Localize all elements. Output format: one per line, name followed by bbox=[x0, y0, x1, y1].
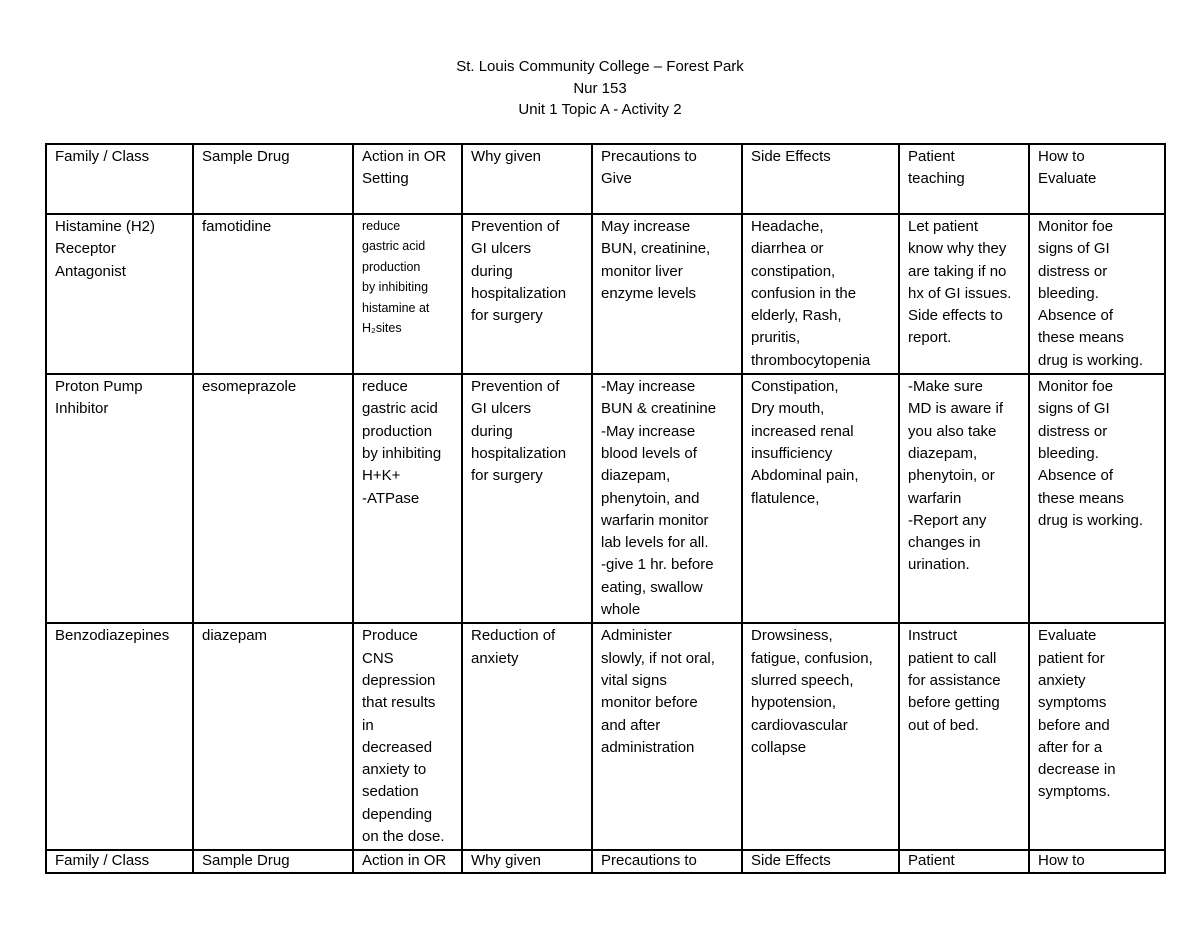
cell-text-line: for assistance bbox=[908, 671, 1001, 689]
cell-how-to-evaluate bbox=[1029, 623, 1165, 850]
cell-why-given bbox=[462, 144, 592, 214]
cell-text-line: Instruct bbox=[908, 627, 958, 645]
cell-text-line: How to bbox=[1038, 148, 1085, 165]
cell-text-line: anxiety bbox=[471, 649, 519, 667]
cell-text-line: out of bed. bbox=[908, 716, 979, 734]
cell-text-line: insufficiency bbox=[751, 444, 833, 462]
cell-sample-drug bbox=[193, 214, 353, 374]
cell-text-line: diazepam, bbox=[908, 444, 978, 462]
cell-text-line: Precautions to bbox=[601, 852, 697, 870]
cell-text-line: Antagonist bbox=[55, 262, 126, 280]
cell-text-line: slowly, if not oral, bbox=[601, 649, 715, 667]
cell-text-line: Give bbox=[601, 170, 632, 188]
cell-text-line: enzyme levels bbox=[601, 284, 697, 302]
cell-text-line: gastric acid bbox=[362, 400, 438, 418]
cell-action-in-or bbox=[353, 374, 462, 623]
cell-precautions bbox=[592, 144, 742, 214]
cell-side-effects bbox=[742, 623, 899, 850]
cell-text-line: hx of GI issues. bbox=[908, 284, 1012, 302]
cell-text-line: confusion in the bbox=[751, 284, 857, 302]
cell-text-line: lab levels for all. bbox=[601, 534, 709, 552]
cell-text-line: for surgery bbox=[471, 467, 543, 485]
cell-text-line: Evaluate bbox=[1038, 627, 1097, 645]
cell-text-line: signs of GI bbox=[1038, 240, 1110, 258]
cell-sample-drug bbox=[193, 374, 353, 623]
cell-text-line: Prevention of bbox=[471, 378, 560, 396]
cell-text-line: H+K+ bbox=[362, 467, 401, 485]
cell-text-line: symptoms bbox=[1038, 694, 1107, 712]
cell-text-line: Why given bbox=[471, 148, 542, 165]
cell-text-line: Family / Class bbox=[55, 852, 150, 870]
document-header bbox=[0, 56, 1200, 121]
cell-text-line: report. bbox=[908, 329, 952, 347]
cell-text-line: -May increase bbox=[601, 378, 696, 396]
cell-text-line: vital signs bbox=[601, 671, 667, 689]
cell-text-line: decreased bbox=[362, 738, 433, 756]
cell-text-line: -Make sure bbox=[908, 378, 984, 396]
cell-text-line: How to bbox=[1038, 852, 1085, 870]
cell-text-line: Side Effects bbox=[751, 852, 831, 870]
cell-sample-drug bbox=[193, 144, 353, 214]
cell-text-line: Inhibitor bbox=[55, 400, 109, 418]
cell-text-line: production bbox=[362, 259, 421, 274]
cell-how-to-evaluate bbox=[1029, 374, 1165, 623]
cell-text-line: reduce bbox=[362, 219, 401, 233]
cell-precautions bbox=[592, 374, 742, 623]
cell-text-line: GI ulcers bbox=[471, 400, 532, 418]
cell-patient-teaching bbox=[899, 214, 1029, 374]
cell-text-line: diazepam bbox=[202, 627, 268, 645]
cell-text-line: slurred speech, bbox=[751, 671, 854, 689]
cell-text-line: symptoms. bbox=[1038, 783, 1111, 801]
table-body bbox=[46, 144, 1165, 873]
cell-text-line: pruritis, bbox=[751, 329, 801, 347]
cell-family-class bbox=[46, 850, 193, 873]
college-name: St. Louis Community College – Forest Park bbox=[456, 58, 744, 75]
cell-text-line: signs of GI bbox=[1038, 400, 1110, 418]
cell-text-line: Abdominal pain, bbox=[751, 467, 859, 485]
cell-text-line: in bbox=[362, 716, 374, 734]
cell-text-line: Prevention of bbox=[471, 218, 560, 235]
cell-action-in-or bbox=[353, 623, 462, 850]
cell-text-line: phenytoin, or bbox=[908, 467, 995, 485]
cell-text-line: warfarin monitor bbox=[601, 511, 709, 529]
cell-text-line: that results bbox=[362, 694, 436, 712]
cell-text-line: monitor before bbox=[601, 694, 698, 712]
cell-text-line: drug is working. bbox=[1038, 511, 1144, 529]
cell-family-class bbox=[46, 214, 193, 374]
cell-text-line: thrombocytopenia bbox=[751, 351, 871, 369]
cell-text-line: H₂sites bbox=[362, 321, 402, 336]
cell-text-line: May increase bbox=[601, 218, 691, 235]
cell-text-line: eating, swallow bbox=[601, 578, 703, 596]
cell-text-line: Sample Drug bbox=[202, 148, 290, 165]
cell-text-line: reduce bbox=[362, 378, 408, 396]
cell-text-line: collapse bbox=[751, 738, 807, 756]
cell-patient-teaching bbox=[899, 144, 1029, 214]
cell-text-line: hospitalization bbox=[471, 284, 567, 302]
cell-text-line: diarrhea or bbox=[751, 240, 824, 258]
cell-text-line: anxiety bbox=[1038, 671, 1086, 689]
cell-text-line: administration bbox=[601, 738, 695, 756]
cell-text-line: Absence of bbox=[1038, 467, 1114, 485]
cell-why-given bbox=[462, 214, 592, 374]
cell-text-line: flatulence, bbox=[751, 489, 820, 507]
cell-text-line: Headache, bbox=[751, 218, 824, 235]
cell-text-line: Precautions to bbox=[601, 148, 697, 165]
cell-text-line: increased renal bbox=[751, 422, 854, 440]
cell-why-given bbox=[462, 623, 592, 850]
cell-side-effects bbox=[742, 214, 899, 374]
cell-text-line: famotidine bbox=[202, 218, 272, 235]
cell-text-line: Action in OR bbox=[362, 852, 447, 870]
cell-text-line: -ATPase bbox=[362, 489, 420, 507]
cell-family-class bbox=[46, 144, 193, 214]
cell-text-line: -May increase bbox=[601, 422, 696, 440]
cell-patient-teaching bbox=[899, 850, 1029, 873]
cell-how-to-evaluate bbox=[1029, 850, 1165, 873]
cell-text-line: before getting bbox=[908, 694, 1000, 712]
cell-text-line: Reduction of bbox=[471, 627, 556, 645]
cell-text-line: production bbox=[362, 422, 433, 440]
cell-text-line: GI ulcers bbox=[471, 240, 532, 258]
cell-text-line: know why they bbox=[908, 240, 1007, 258]
cell-sample-drug bbox=[193, 850, 353, 873]
cell-text-line: esomeprazole bbox=[202, 378, 297, 396]
cell-text-line: these means bbox=[1038, 329, 1124, 347]
cell-text-line: urination. bbox=[908, 556, 970, 574]
cell-text-line: Why given bbox=[471, 852, 542, 870]
cell-action-in-or bbox=[353, 144, 462, 214]
cell-text-line: distress or bbox=[1038, 422, 1108, 440]
cell-text-line: constipation, bbox=[751, 262, 836, 280]
cell-text-line: by inhibiting bbox=[362, 280, 429, 295]
cell-precautions bbox=[592, 850, 742, 873]
cell-text-line: hospitalization bbox=[471, 444, 567, 462]
cell-text-line: you also take bbox=[908, 422, 997, 440]
table-row bbox=[46, 374, 1165, 623]
cell-text-line: patient to call bbox=[908, 649, 997, 667]
cell-text-line: distress or bbox=[1038, 262, 1108, 280]
cell-text-line: Let patient bbox=[908, 218, 979, 235]
course-code: Nur 153 bbox=[573, 79, 627, 97]
cell-text-line: changes in bbox=[908, 534, 981, 552]
cell-text-line: Produce bbox=[362, 627, 418, 645]
cell-text-line: Sample Drug bbox=[202, 852, 290, 870]
cell-text-line: and after bbox=[601, 716, 661, 734]
cell-text-line: BUN & creatinine bbox=[601, 400, 717, 418]
cell-text-line: during bbox=[471, 422, 513, 440]
cell-text-line: cardiovascular bbox=[751, 716, 848, 734]
cell-text-line: Absence of bbox=[1038, 307, 1114, 325]
cell-text-line: these means bbox=[1038, 489, 1124, 507]
cell-text-line: Histamine (H2) bbox=[55, 218, 156, 235]
table-header-row bbox=[46, 144, 1165, 214]
cell-text-line: -Report any bbox=[908, 511, 987, 529]
cell-text-line: Evaluate bbox=[1038, 170, 1097, 188]
cell-text-line: hypotension, bbox=[751, 694, 837, 712]
cell-text-line: Proton Pump bbox=[55, 378, 143, 396]
cell-text-line: anxiety to bbox=[362, 761, 427, 779]
cell-sample-drug bbox=[193, 623, 353, 850]
cell-text-line: sedation bbox=[362, 783, 419, 801]
cell-precautions bbox=[592, 623, 742, 850]
cell-text-line: whole bbox=[601, 601, 641, 619]
cell-text-line: warfarin bbox=[908, 489, 962, 507]
cell-text-line: depending bbox=[362, 805, 433, 823]
cell-text-line: BUN, creatinine, bbox=[601, 240, 711, 258]
cell-text-line: Action in OR bbox=[362, 148, 447, 165]
table-row bbox=[46, 214, 1165, 374]
cell-text-line: after for a bbox=[1038, 738, 1103, 756]
cell-text-line: teaching bbox=[908, 170, 965, 188]
cell-text-line: Benzodiazepines bbox=[55, 627, 170, 645]
cell-text-line: during bbox=[471, 262, 513, 280]
cell-text-line: Patient bbox=[908, 148, 955, 165]
cell-text-line: diazepam, bbox=[601, 467, 671, 485]
cell-side-effects bbox=[742, 144, 899, 214]
cell-text-line: Side effects to bbox=[908, 307, 1003, 325]
cell-side-effects bbox=[742, 850, 899, 873]
cell-text-line: histamine at bbox=[362, 300, 430, 315]
cell-text-line: by inhibiting bbox=[362, 444, 442, 462]
cell-action-in-or bbox=[353, 214, 462, 374]
cell-text-line: Setting bbox=[362, 170, 409, 188]
cell-action-in-or bbox=[353, 850, 462, 873]
cell-text-line: elderly, Rash, bbox=[751, 307, 842, 325]
cell-text-line: Receptor bbox=[55, 240, 116, 258]
cell-how-to-evaluate bbox=[1029, 214, 1165, 374]
cell-text-line: phenytoin, and bbox=[601, 489, 700, 507]
cell-why-given bbox=[462, 374, 592, 623]
cell-side-effects bbox=[742, 374, 899, 623]
cell-text-line: Patient bbox=[908, 852, 955, 870]
cell-family-class bbox=[46, 374, 193, 623]
cell-text-line: Monitor foe bbox=[1038, 378, 1114, 396]
cell-text-line: Side Effects bbox=[751, 148, 831, 165]
cell-text-line: Constipation, bbox=[751, 378, 839, 396]
cell-text-line: -give 1 hr. before bbox=[601, 556, 714, 574]
cell-text-line: CNS bbox=[362, 649, 394, 667]
table-repeated-header-row bbox=[46, 850, 1165, 873]
cell-text-line: blood levels of bbox=[601, 444, 697, 462]
cell-text-line: before and bbox=[1038, 716, 1110, 734]
cell-text-line: depression bbox=[362, 671, 436, 689]
cell-how-to-evaluate bbox=[1029, 144, 1165, 214]
cell-patient-teaching bbox=[899, 623, 1029, 850]
cell-text-line: MD is aware if bbox=[908, 400, 1004, 418]
cell-text-line: bleeding. bbox=[1038, 444, 1099, 462]
cell-text-line: are taking if no bbox=[908, 262, 1007, 280]
activity-title: Unit 1 Topic A - Activity 2 bbox=[518, 101, 682, 118]
cell-text-line: Drowsiness, bbox=[751, 627, 833, 645]
cell-text-line: on the dose. bbox=[362, 828, 445, 846]
cell-text-line: bleeding. bbox=[1038, 284, 1099, 302]
cell-why-given bbox=[462, 850, 592, 873]
cell-text-line: for surgery bbox=[471, 307, 543, 325]
cell-text-line: decrease in bbox=[1038, 761, 1116, 779]
cell-text-line: Administer bbox=[601, 627, 672, 645]
cell-text-line: fatigue, confusion, bbox=[751, 649, 873, 667]
cell-text-line: monitor liver bbox=[601, 262, 683, 280]
cell-text-line: Monitor foe bbox=[1038, 218, 1114, 235]
cell-precautions bbox=[592, 214, 742, 374]
cell-patient-teaching bbox=[899, 374, 1029, 623]
cell-text-line: Dry mouth, bbox=[751, 400, 825, 418]
cell-text-line: patient for bbox=[1038, 649, 1105, 667]
cell-text-line: drug is working. bbox=[1038, 351, 1144, 369]
cell-text-line: Family / Class bbox=[55, 148, 150, 165]
cell-text-line: gastric acid bbox=[362, 239, 426, 254]
table-row bbox=[46, 623, 1165, 850]
cell-family-class bbox=[46, 623, 193, 850]
drug-table bbox=[45, 143, 1166, 874]
